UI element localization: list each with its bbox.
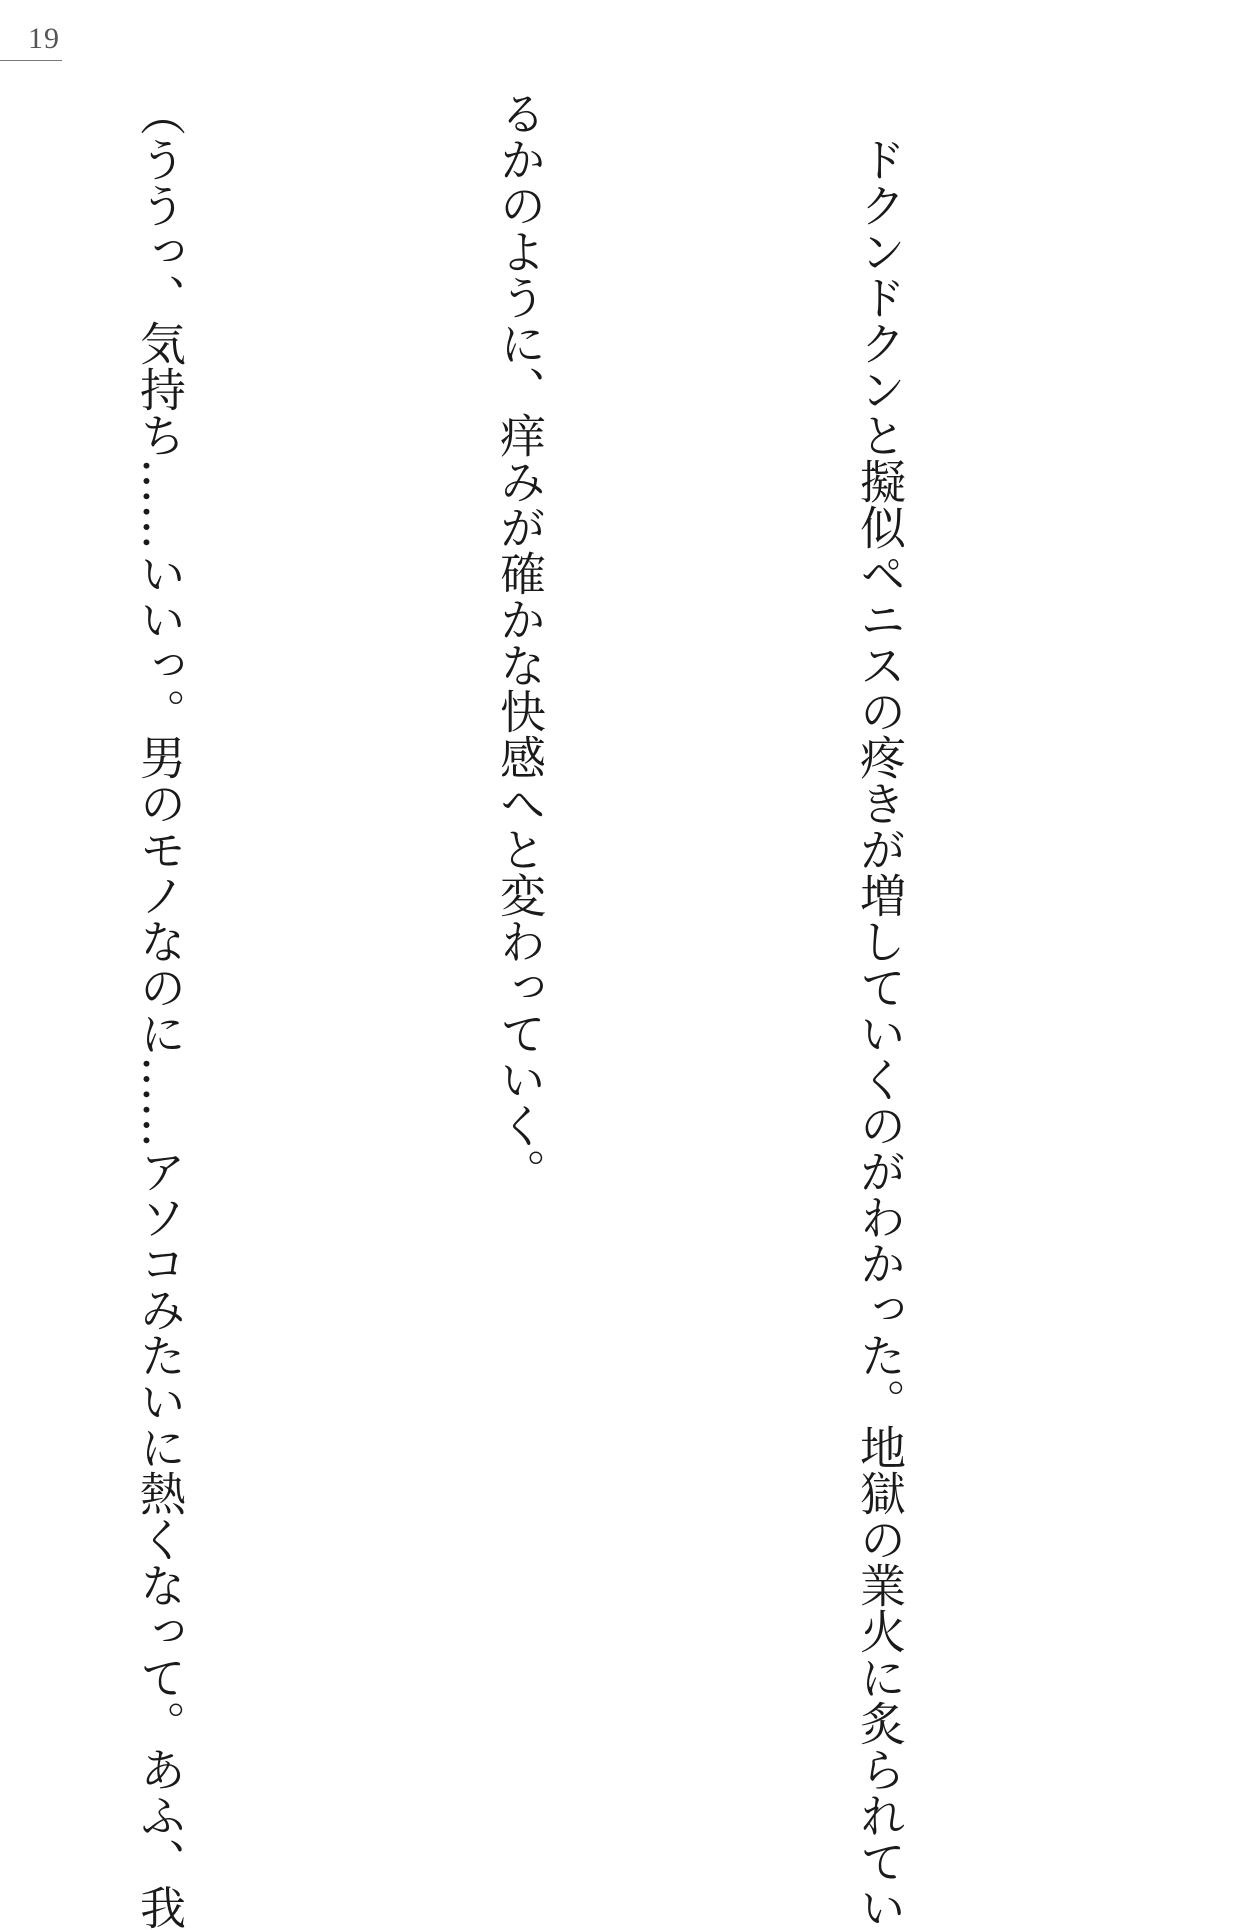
text-line: （ううっ、気持ち……いいっ。男のモノなのに……アソコみたいに熱くなって。あふ、我 — [133, 90, 187, 1930]
body-text — [0, 90, 1180, 1930]
text-line: るかのように、痒みが確かな快感へと変わっていく。 — [493, 90, 547, 1194]
page-number-rule — [0, 60, 62, 61]
text-line: ドクンドクンと擬似ペニスの疼きが増していくのがわかった。地獄の業火に炙られてい — [853, 90, 907, 1930]
page-number: 19 — [28, 22, 60, 55]
